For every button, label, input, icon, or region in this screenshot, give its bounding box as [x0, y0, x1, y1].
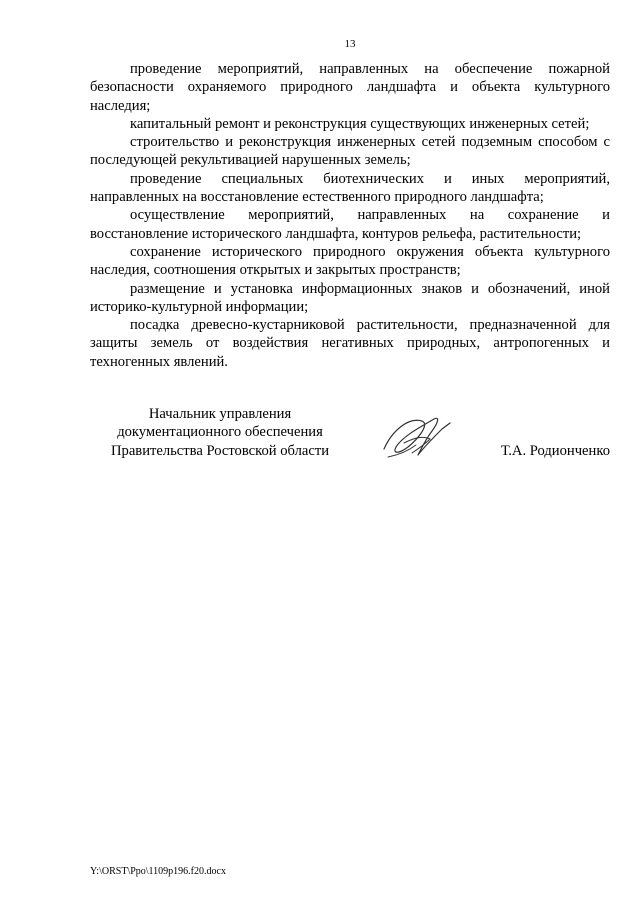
signatory-title-line: Начальник управления — [148, 406, 292, 422]
paragraph: проведение специальных биотехнических и иных мероприятий, направленных на восстановление естественного природного ландшафта; — [90, 170, 610, 206]
paragraph: осуществление мероприятий, направленных на сохранение и восстановление исторического ландшафта, контуров рельефа, растительности; — [90, 207, 610, 242]
document-body — [90, 60, 610, 371]
paragraph: размещение и установка информационных знаков и обозначений, иной историко-культурной информации; — [90, 280, 610, 315]
paragraph: строительство и реконструкция инженерных сетей подземным способом с последующей рекультивацией нарушенных земель; — [90, 134, 610, 169]
signatory-name: Т.А. Родионченко — [500, 442, 610, 459]
signature-block — [90, 405, 610, 465]
paragraph: сохранение исторического природного окружения объекта культурного наследия, соотношения открытых и закрытых пространств; — [90, 243, 610, 279]
paragraph: капитальный ремонт и реконструкция существующих инженерных сетей; — [130, 115, 590, 132]
signatory-title-line: документационного обеспечения — [117, 424, 323, 441]
signatory-title-line: Правительства Ростовской области — [110, 442, 330, 459]
paragraph: посадка древесно-кустарниковой растительности, предназначенной для защиты земель от воздействия негативных природных, антропогенных и техногенных явлений. — [90, 317, 610, 370]
signatory-title — [90, 405, 350, 460]
file-path: Y:\ORST\Ppo\1109p196.f20.docx — [90, 866, 226, 877]
page-number: 13 — [344, 38, 356, 50]
handwritten-signature — [378, 409, 458, 469]
paragraph: проведение мероприятий, направленных на обеспечение пожарной безопасности охраняемого природного ландшафта и объекта культурного наследия; — [90, 61, 610, 114]
